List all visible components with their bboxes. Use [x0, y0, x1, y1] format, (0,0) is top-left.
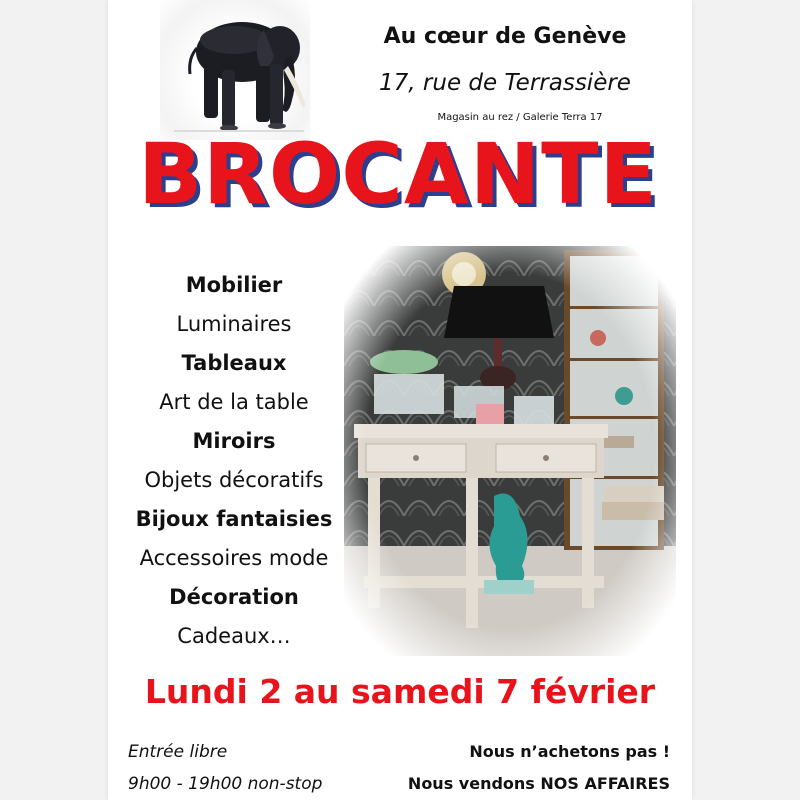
item-8: Décoration: [169, 585, 299, 609]
elephant-figurine-photo: [160, 0, 310, 140]
entry-info: [128, 736, 368, 800]
opening-hours: 9h00 - 19h00 non-stop: [128, 774, 323, 794]
notice-no-buying: Nous n’achetons pas !: [469, 742, 670, 761]
item-6: Bijoux fantaisies: [135, 507, 333, 531]
item-1: Luminaires: [176, 312, 292, 336]
headline-brocante: BROCANTE: [138, 125, 658, 223]
notice-selling-own: Nous vendons NOS AFFAIRES: [407, 774, 670, 793]
event-dates: Lundi 2 au samedi 7 février: [144, 672, 656, 711]
location-title: Au cœur de Genève: [383, 24, 627, 49]
item-5: Objets décoratifs: [144, 468, 324, 492]
item-3: Art de la table: [159, 390, 309, 414]
item-9: Cadeaux…: [177, 624, 291, 648]
item-2: Tableaux: [181, 351, 287, 375]
brocante-poster: [108, 0, 692, 800]
location-address: 17, rue de Terrassière: [379, 70, 631, 96]
location-note: Magasin au rez / Galerie Terra 17: [437, 112, 603, 123]
item-0: Mobilier: [185, 273, 283, 297]
entry-free: Entrée libre: [128, 742, 228, 762]
item-7: Accessoires mode: [139, 546, 329, 570]
console-table-showroom-photo: [344, 246, 676, 656]
sales-notice: [370, 736, 670, 800]
items-list: [114, 266, 354, 656]
item-4: Miroirs: [192, 429, 276, 453]
